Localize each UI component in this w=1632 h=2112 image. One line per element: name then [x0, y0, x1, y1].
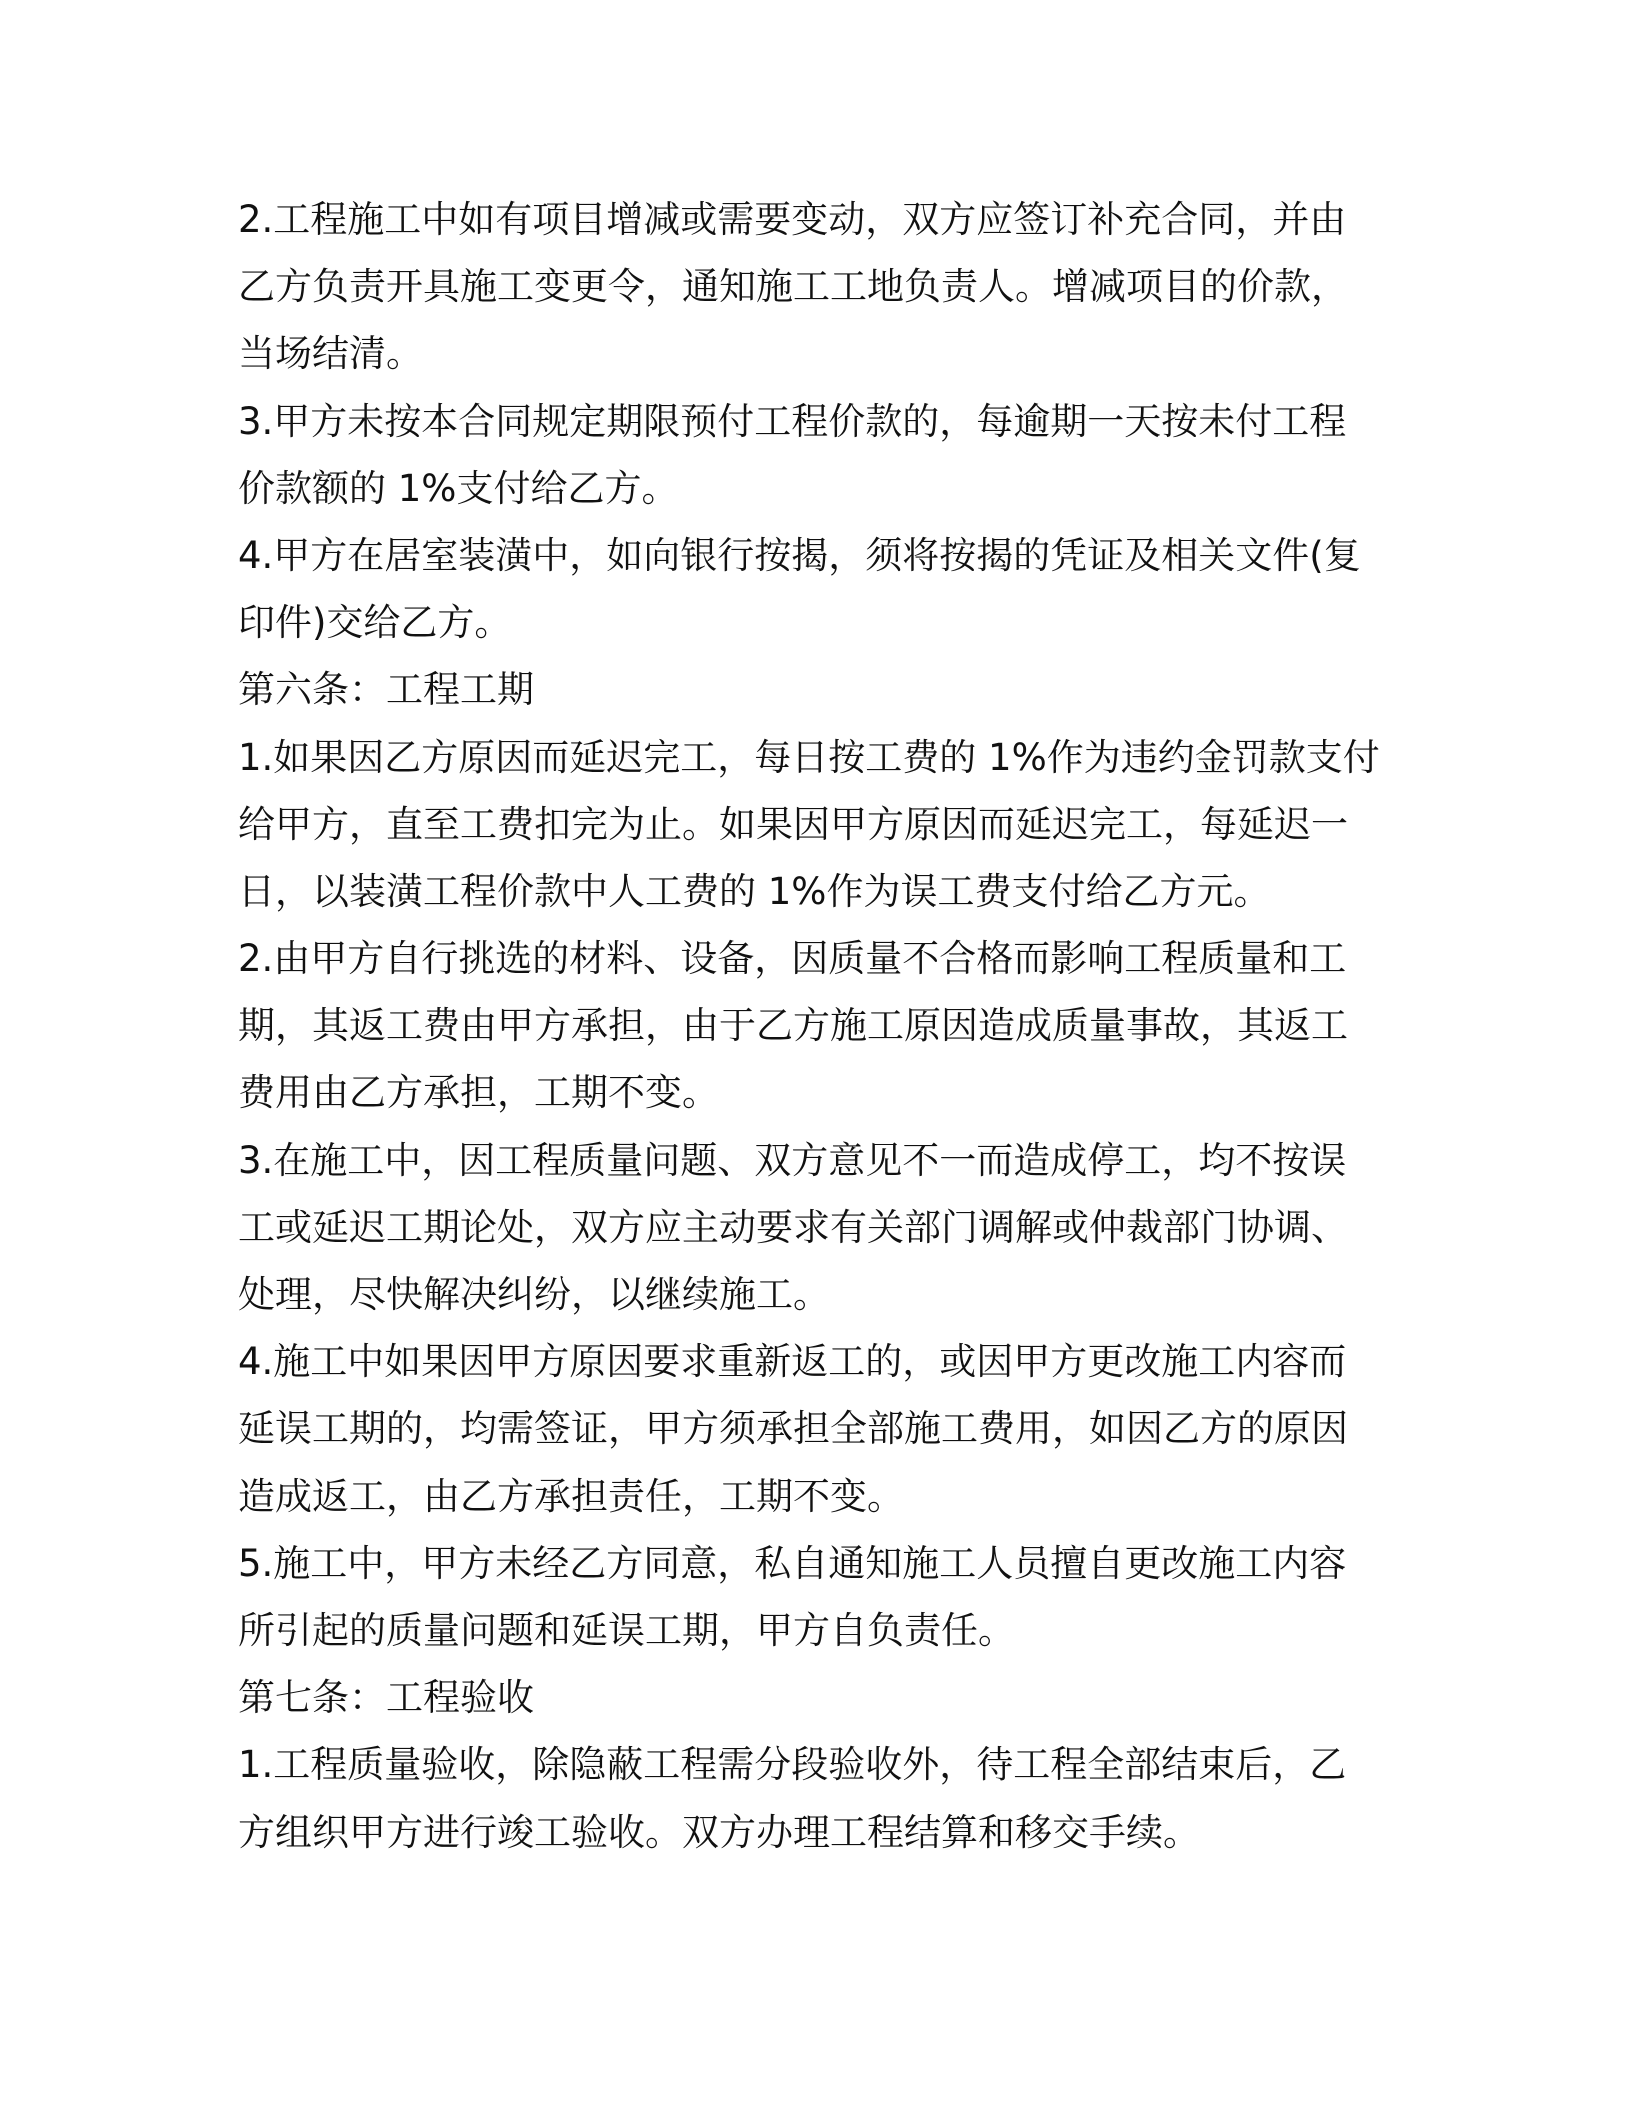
text-line: 2.工程施工中如有项目增减或需要变动，双方应签订补充合同，并由: [238, 198, 1347, 241]
text-line: 2.由甲方自行挑选的材料、设备，因质量不合格而影响工程质量和工: [238, 937, 1347, 981]
text-line: 1.工程质量验收，除隐蔽工程需分段验收外，待工程全部结束后，乙: [238, 1743, 1347, 1787]
text-line: 工或延迟工期论处，双方应主动要求有关部门调解或仲裁部门协调、: [238, 1205, 1348, 1249]
text-line: 期，其返工费由甲方承担，由于乙方施工原因造成质量事故，其返工: [238, 1004, 1348, 1048]
section-heading: 第七条：工程验收: [238, 1676, 534, 1720]
text-line: 1.如果因乙方原因而延迟完工，每日按工费的 1%作为违约金罚款支付: [238, 735, 1380, 779]
text-line: 所引起的质量问题和延误工期，甲方自负责任。: [238, 1608, 1015, 1652]
text-line: 4.甲方在居室装潢中，如向银行按揭，须将按揭的凭证及相关文件(复: [238, 533, 1361, 577]
text-line: 给甲方，直至工费扣完为止。如果因甲方原因而延迟完工，每延迟一: [238, 802, 1348, 846]
text-line: 3.甲方未按本合同规定期限预付工程价款的，每逾期一天按未付工程: [238, 399, 1347, 443]
text-line: 日，以装潢工程价款中人工费的 1%作为误工费支付给乙方元。: [238, 869, 1271, 913]
text-line: 当场结清。: [238, 332, 423, 376]
text-line: 价款额的 1%支付给乙方。: [238, 466, 679, 510]
text-line: 处理，尽快解决纠纷，以继续施工。: [238, 1273, 830, 1316]
text-line: 造成返工，由乙方承担责任，工期不变。: [238, 1474, 904, 1518]
document-body: [238, 186, 1398, 1866]
section-heading: 第六条：工程工期: [238, 668, 534, 712]
text-line: 延误工期的，均需签证，甲方须承担全部施工费用，如因乙方的原因: [238, 1407, 1348, 1451]
text-line: 5.施工中，甲方未经乙方同意，私自通知施工人员擅自更改施工内容: [238, 1541, 1347, 1585]
text-line: 费用由乙方承担，工期不变。: [238, 1071, 719, 1115]
text-line: 方组织甲方进行竣工验收。双方办理工程结算和移交手续。: [238, 1810, 1200, 1854]
text-line: 乙方负责开具施工变更令，通知施工工地负责人。增减项目的价款，: [238, 265, 1348, 309]
text-line: 3.在施工中，因工程质量问题、双方意见不一而造成停工，均不按误: [238, 1138, 1347, 1182]
text-line: 印件)交给乙方。: [238, 601, 512, 645]
text-line: 4.施工中如果因甲方原因要求重新返工的，或因甲方更改施工内容而: [238, 1340, 1347, 1384]
